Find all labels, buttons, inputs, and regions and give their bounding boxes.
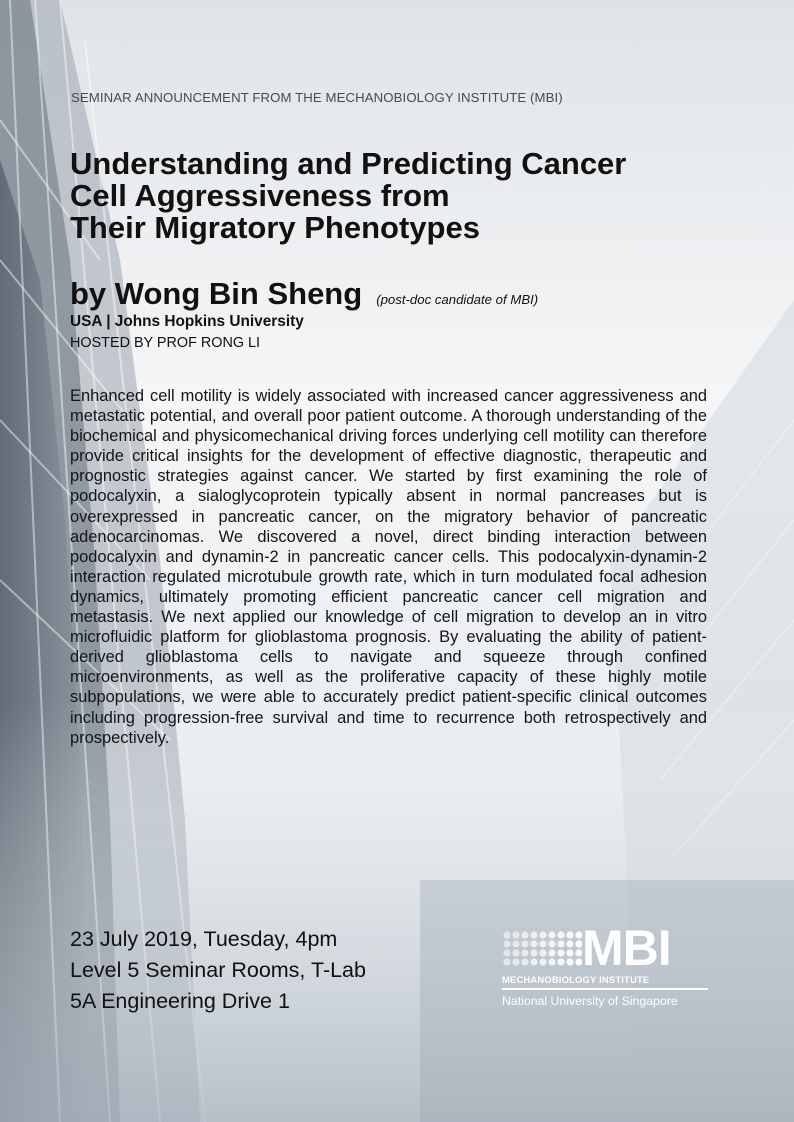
mbi-logo: [500, 920, 710, 1014]
seminar-title: [70, 148, 760, 244]
logo-subtitle: MECHANOBIOLOGY INSTITUTE: [502, 974, 650, 985]
speaker-affiliation: USA | Johns Hopkins University: [70, 313, 304, 330]
logo-divider: [502, 988, 708, 990]
event-address: 5A Engineering Drive 1: [70, 989, 290, 1013]
host-line: HOSTED BY PROF RONG LI: [70, 335, 261, 351]
speaker-line: [70, 276, 538, 312]
title-line: Cell Aggressiveness from: [70, 178, 450, 213]
logo-university: National University of Singapore: [502, 994, 678, 1008]
dot-grid-icon: [502, 930, 582, 970]
title-line: Their Migratory Phenotypes: [70, 210, 480, 245]
abstract-paragraph: Enhanced cell motility is widely associated with increased cancer aggressiveness and metastatic potential, and overall poor patient outcome. A thorough understanding of the biochemical and physicomechanical driving forces underlying cell motility can therefore provide critical insights for the development of effective diagnostic, therapeutic and prognostic strategies against cancer. We started by first examining the role of podocalyxin, a sialoglycoprotein typically absent in normal pancreases but is overexpressed in pancreatic cancer, on the migratory behavior of pancreatic adenocarcinomas. We discovered a novel, direct binding interaction between podocalyxin and dynamin-2 in pancreatic cancer cells. This podocalyxin-dynamin-2 interaction regulated microtubule growth rate, which in turn modulated focal adhesion dynamics, ultimately promoting efficient pancreatic cancer cell migration and metastasis. We next applied our knowledge of cell migration to develop an in vitro microfluidic platform for glioblastoma prognosis. By evaluating the ability of patient-derived glioblastoma cells to navigate and squeeze through confined microenvironments, as well as the proliferative capacity of these highly motile subpopulations, we were able to accurately predict patient-specific clinical outcomes including progression-free survival and time to recurrence both retrospectively and prospectively.: [70, 387, 707, 747]
event-venue: Level 5 Seminar Rooms, T-Lab: [70, 958, 366, 982]
logo-mark: MBI: [582, 920, 671, 976]
speaker-role: (post-doc candidate of MBI): [376, 292, 539, 307]
announcement-header: SEMINAR ANNOUNCEMENT FROM THE MECHANOBIOLOGY INSTITUTE (MBI): [71, 90, 563, 105]
speaker-name: by Wong Bin Sheng: [70, 276, 363, 311]
title-line: Understanding and Predicting Cancer: [70, 146, 627, 181]
event-date: 23 July 2019, Tuesday, 4pm: [70, 927, 338, 951]
